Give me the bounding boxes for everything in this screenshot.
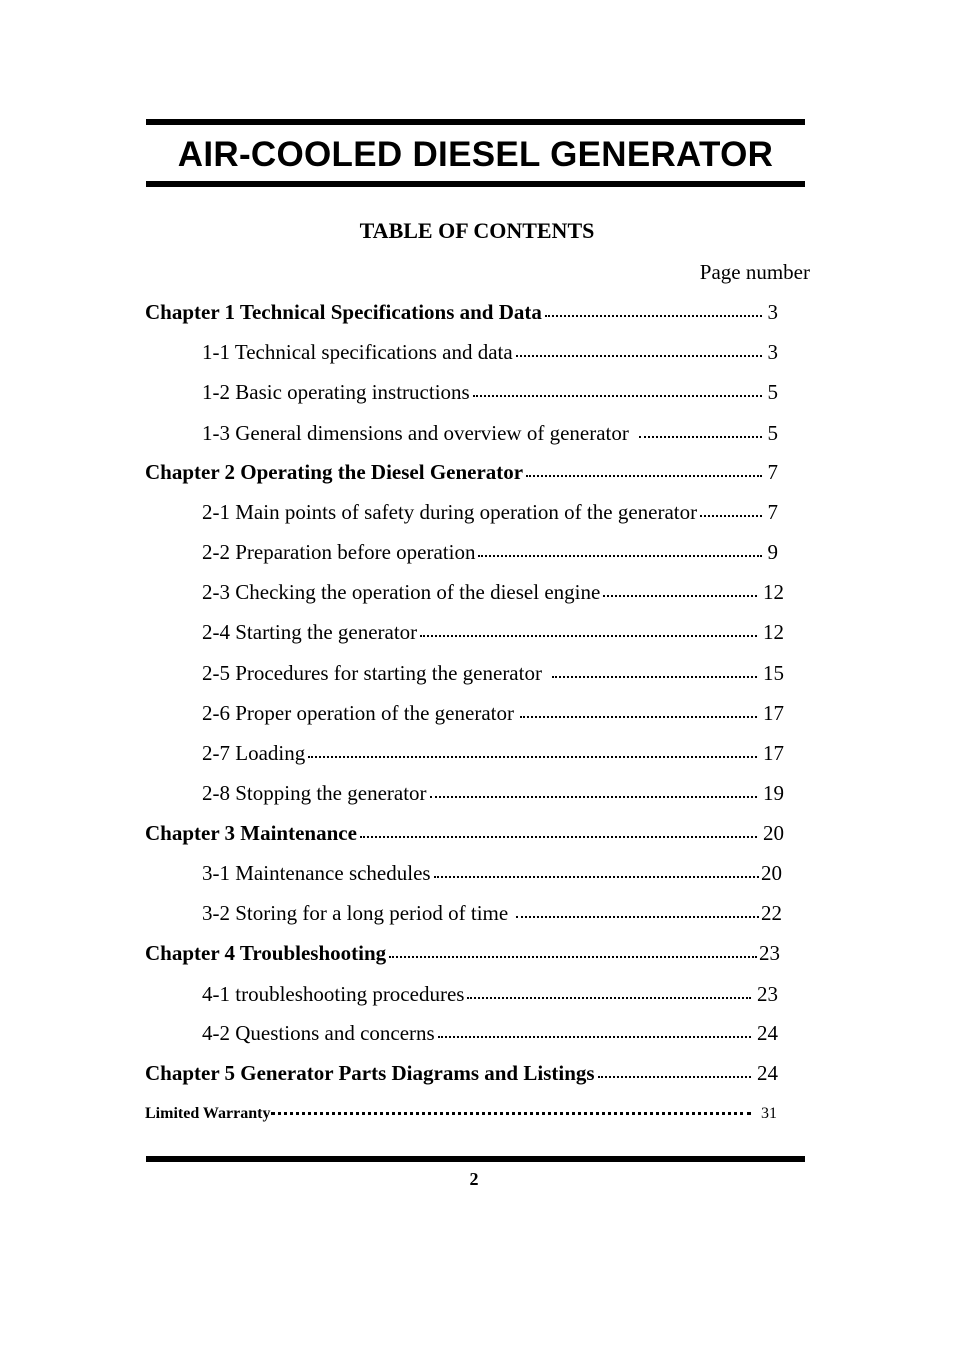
footer-page-number: 2 (469, 1169, 479, 1189)
dot-leader (598, 1076, 751, 1078)
toc-entry-label: 3-2 Storing for a long period of time (202, 901, 509, 925)
dot-leader (389, 956, 757, 958)
toc-heading: TABLE OF CONTENTS (359, 218, 595, 243)
toc-entry-3-1[interactable] (202, 853, 782, 893)
toc-entry-3-2[interactable] (202, 893, 782, 933)
toc-entry-label: Chapter 5 Generator Parts Diagrams and Listings (145, 1061, 595, 1085)
toc-entry-chapter-4[interactable] (145, 933, 780, 973)
dot-leader (552, 676, 757, 678)
toc-entry-page: 9 (767, 540, 778, 564)
dot-leader (700, 515, 761, 517)
toc-entry-page: 17 (763, 701, 784, 725)
footer-rule (146, 1156, 805, 1162)
toc-entry-page: 15 (763, 661, 784, 685)
toc-entry-1-1[interactable] (202, 332, 778, 372)
toc-entry-2-7[interactable] (202, 733, 784, 773)
dot-leader (420, 635, 757, 637)
dot-leader (430, 796, 757, 798)
dot-leader (516, 916, 759, 918)
page-number-label: Page number (699, 260, 810, 284)
dot-leader (438, 1036, 751, 1038)
toc-entry-label: Chapter 4 Troubleshooting (145, 941, 387, 965)
dot-leader (271, 1112, 751, 1115)
toc-entry-page: 20 (761, 861, 782, 885)
toc-entry-label: 1-2 Basic operating instructions (202, 380, 470, 404)
dot-leader (545, 315, 762, 317)
dot-leader (639, 436, 762, 438)
toc-entry-page: 23 (759, 941, 780, 965)
toc-entry-label: 2-7 Loading (202, 741, 306, 765)
dot-leader (516, 355, 762, 357)
toc-entry-page: 3 (767, 340, 778, 364)
toc-entry-label: 2-4 Starting the generator (202, 620, 418, 644)
toc-entry-chapter-1[interactable] (145, 292, 778, 332)
dot-leader (478, 555, 761, 557)
toc-entry-page: 5 (767, 380, 778, 404)
toc-entry-page: 5 (767, 421, 778, 445)
dot-leader (434, 876, 759, 878)
toc-entry-2-5[interactable] (202, 653, 784, 693)
toc-entry-page: 12 (763, 620, 784, 644)
toc-entry-page: 3 (767, 300, 778, 324)
toc-entry-page: 31 (761, 1105, 777, 1122)
toc-entry-label: 3-1 Maintenance schedules (202, 861, 431, 885)
toc-entry-4-1[interactable] (202, 974, 778, 1014)
toc-entry-page: 20 (763, 821, 784, 845)
dot-leader (360, 836, 757, 838)
toc-entry-page: 23 (757, 982, 778, 1006)
toc-entry-page: 7 (767, 500, 778, 524)
toc-entry-page: 12 (763, 580, 784, 604)
toc-entry-2-2[interactable] (202, 532, 778, 572)
toc-entry-1-3[interactable] (202, 413, 778, 453)
toc-entry-page: 7 (767, 460, 778, 484)
toc-entry-2-3[interactable] (202, 572, 784, 612)
toc-entry-label: Chapter 2 Operating the Diesel Generator (145, 460, 524, 484)
toc-entry-label: 2-8 Stopping the generator (202, 781, 427, 805)
toc-entry-page: 24 (757, 1021, 778, 1045)
toc-entry-label: 2-1 Main points of safety during operation of the generator (202, 500, 698, 524)
toc-entry-label: 2-3 Checking the operation of the diesel engine (202, 580, 601, 604)
document-title: AIR-COOLED DIESEL GENERATOR (177, 135, 774, 174)
top-rule (146, 119, 805, 125)
dot-leader (467, 997, 751, 999)
dot-leader (473, 395, 762, 397)
toc-entry-page: 22 (761, 901, 782, 925)
toc-entry-2-1[interactable] (202, 492, 778, 532)
toc-entry-page: 24 (757, 1061, 778, 1085)
dot-leader (520, 716, 757, 718)
toc-entry-page: 19 (763, 781, 784, 805)
toc-entry-chapter-2[interactable] (145, 452, 778, 492)
dot-leader (603, 595, 757, 597)
dot-leader (526, 475, 761, 477)
toc-entry-page: 17 (763, 741, 784, 765)
toc-entry-limited-warranty[interactable] (145, 1094, 777, 1134)
dot-leader (308, 756, 757, 758)
toc-entry-label: Chapter 3 Maintenance (145, 821, 357, 845)
toc-entry-label: Limited Warranty (145, 1105, 271, 1122)
toc-entry-label: Chapter 1 Technical Specifications and Data (145, 300, 542, 324)
toc-entry-label: 1-1 Technical specifications and data (202, 340, 513, 364)
toc-entry-label: 2-5 Procedures for starting the generator (202, 661, 542, 685)
toc-entry-2-4[interactable] (202, 612, 784, 652)
toc-entry-label: 1-3 General dimensions and overview of generator (202, 421, 629, 445)
toc-entry-label: 2-2 Preparation before operation (202, 540, 476, 564)
toc-entry-label: 4-2 Questions and concerns (202, 1021, 435, 1045)
title-underline-rule (146, 181, 805, 187)
toc-entry-2-6[interactable] (202, 693, 784, 733)
toc-entry-chapter-3[interactable] (145, 813, 784, 853)
toc-entry-label: 2-6 Proper operation of the generator (202, 701, 514, 725)
toc-entry-2-8[interactable] (202, 773, 784, 813)
toc-entry-1-2[interactable] (202, 372, 778, 412)
toc-entry-chapter-5[interactable] (145, 1053, 778, 1093)
toc-entry-4-2[interactable] (202, 1013, 778, 1053)
toc-entry-label: 4-1 troubleshooting procedures (202, 982, 465, 1006)
